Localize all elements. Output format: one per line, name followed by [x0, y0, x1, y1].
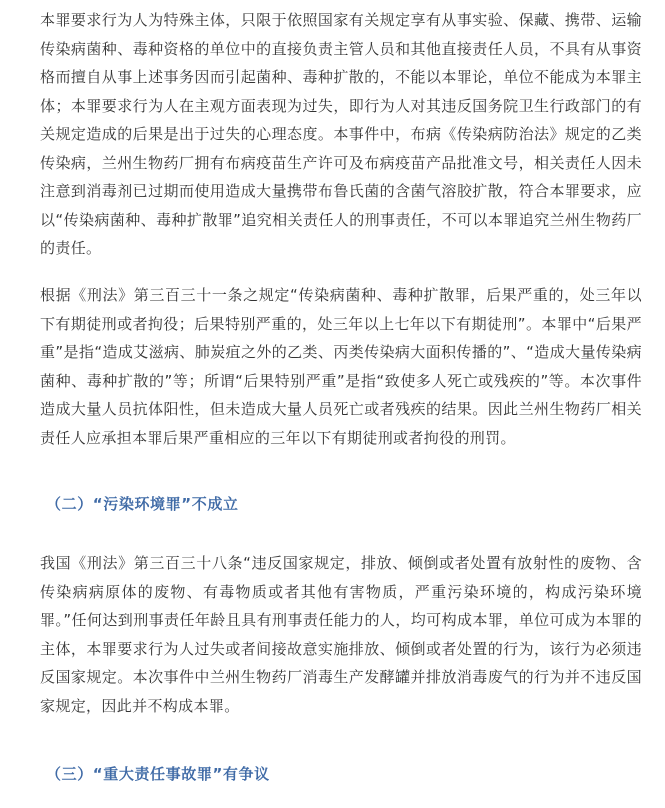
section-heading-major-accident: （三）“重大责任事故罪”有争议 — [46, 765, 270, 783]
paragraph-sentencing: 根据《刑法》第三百三十一条之规定“传染病菌种、毒种扩散罪，后果严重的，处三年以下有期徒刑或者拘役；后果特别严重的，处三年以上七年以下有期徒刑”。本罪中“后果严重”是指“造成艾滋病、肺炭疽之外的乙类、丙类传染病大面积传播的”、“造成大量传染病菌种、毒种扩散的”等；所谓“后果特别严重”是指“致使多人死亡或残疾的”等。本次事件造成大量人员抗体阳性，但未造成大量人员死亡或者残疾的结果。因此兰州生物药厂相关责任人应承担本罪后果严重相应的三年以下有期徒刑或者拘役的刑罚。 — [40, 286, 642, 447]
paragraph-subject-requirements: 本罪要求行为人为特殊主体，只限于依照国家有关规定享有从事实验、保藏、携带、运输传染病菌种、毒种资格的单位中的直接负责主管人员和其他直接责任人员，不具有从事资格而擅自从事上述事务因而引起菌种、毒种扩散的，不能以本罪论，单位不能成为本罪主体；本罪要求行为人在主观方面表现为过失，即行为人对其违反国务院卫生行政部门的有关规定造成的后果是出于过失的心理态度。本事件中，布病《传染病防治法》规定的乙类传染病，兰州生物药厂拥有布病疫苗生产许可及布病疫苗产品批准文号，相关责任人因未注意到消毒剂已过期而使用造成大量携带布鲁氏菌的含菌气溶胶扩散，符合本罪要求，应以“传染病菌种、毒种扩散罪”追究相关责任人的刑事责任，不可以本罪追究兰州生物药厂的责任。 — [40, 11, 642, 257]
paragraph-pollution-crime: 我国《刑法》第三百三十八条“违反国家规定，排放、倾倒或者处置有放射性的废物、含传染病病原体的废物、有毒物质或者其他有害物质，严重污染环境的，构成污染环境罪。”任何达到刑事责任年龄且具有刑事责任能力的人，均可构成本罪，单位可成为本罪的主体，本罪要求行为人过失或者间接故意实施排放、倾倒或者处置的行为，该行为必须违反国家规定。本次事件中兰州生物药厂消毒生产发酵罐并排放消毒废气的行为并不违反国家规定，因此并不构成本罪。 — [40, 554, 642, 715]
section-heading-pollution: （二）“污染环境罪”不成立 — [46, 495, 239, 513]
